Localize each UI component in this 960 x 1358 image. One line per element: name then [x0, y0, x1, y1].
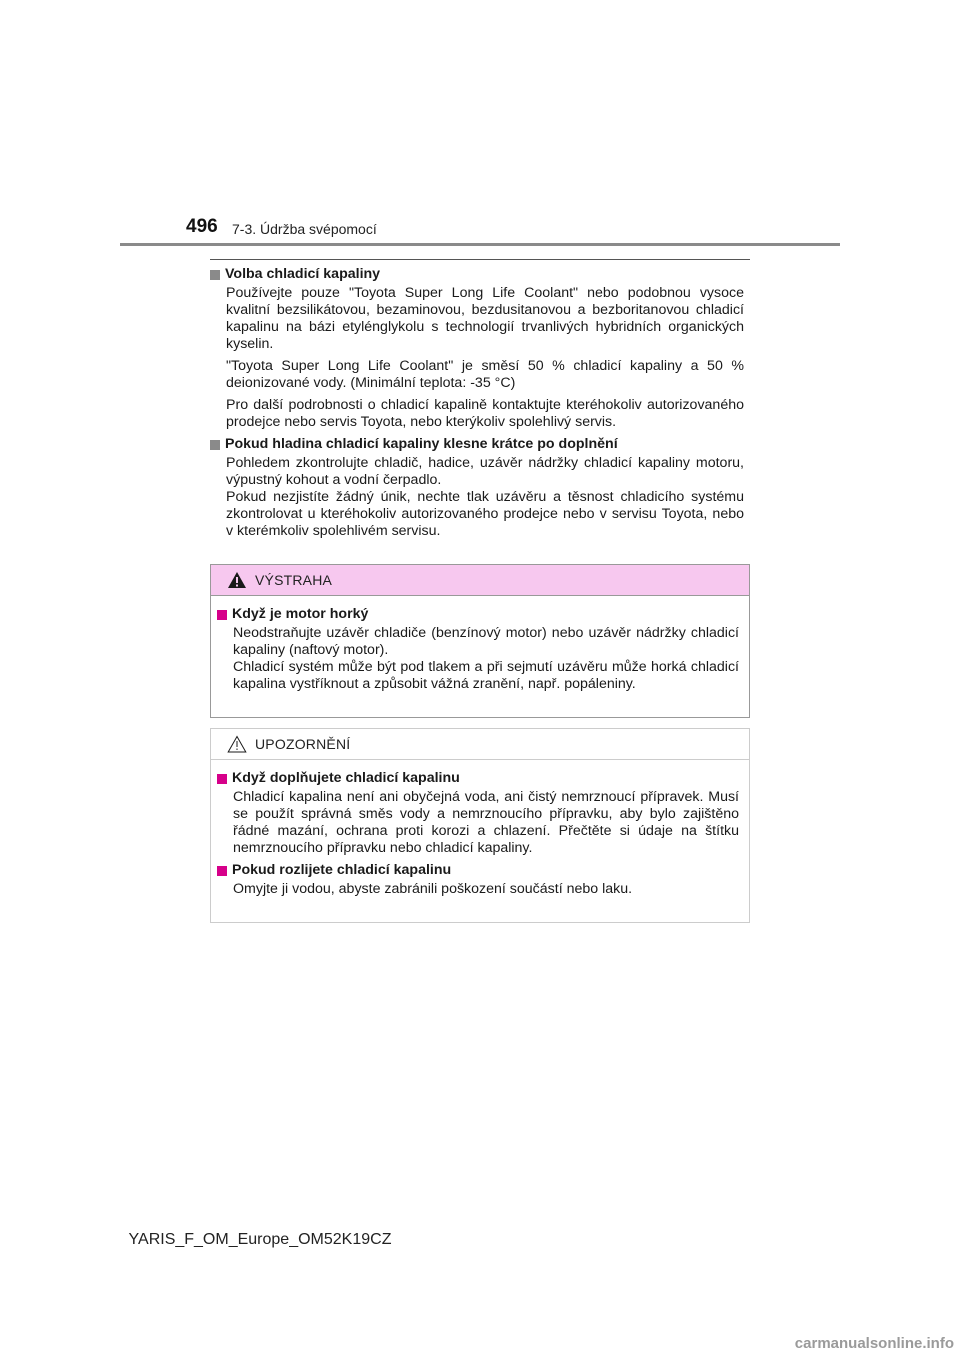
paragraph: Pohledem zkontrolujte chladič, hadice, uzávěr nádržky chladicí kapaliny motoru, výpustný kohout a vodní čerpadlo.	[226, 455, 744, 488]
footer	[0, 1231, 960, 1249]
header-rule	[120, 243, 840, 246]
notice-body	[211, 760, 749, 898]
paragraph: Omyjte ji vodou, abyste zabránili poškození součástí nebo laku.	[233, 881, 633, 897]
notice-header	[211, 729, 749, 760]
section-title: 7-3. Údržba svépomocí	[232, 221, 377, 237]
warning-label: VÝSTRAHA	[255, 571, 333, 588]
heading-text: Pokud hladina chladicí kapaliny klesne krátce po doplnění	[225, 436, 618, 452]
warning-box	[210, 564, 750, 718]
square-bullet-icon	[217, 866, 227, 876]
square-bullet-icon	[210, 440, 220, 450]
section-coolant-choice	[210, 266, 750, 431]
page-number: 496	[186, 216, 218, 237]
caution-triangle-icon	[227, 735, 247, 753]
heading-text: Volba chladicí kapaliny	[225, 266, 381, 282]
content-rule	[210, 259, 750, 260]
paragraph: Pokud nezjistíte žádný únik, nechte tlak uzávěru a těsnost chladicího systému zkontrolovat u kteréhokoliv autorizovaného prodejce nebo v servisu Toyota, nebo v kterémkoliv spolehlivém servisu.	[226, 489, 744, 539]
paragraph: Používejte pouze "Toyota Super Long Life Coolant" nebo podobnou vysoce kvalitní bezsilikátovou, bezaminovou, bezdusitanovou a bezboritanovou chladicí kapalinu na bázi etylénglykolu s technologií trvanlivých hybridních organických kyselin.	[226, 285, 744, 352]
square-bullet-icon	[217, 774, 227, 784]
main-content	[210, 266, 750, 545]
square-bullet-icon	[210, 270, 220, 280]
warning-triangle-icon	[227, 571, 247, 589]
square-bullet-icon	[217, 610, 227, 620]
paragraph: Chladicí systém může být pod tlakem a při sejmutí uzávěru může horká chladicí kapalina vystříknout a způsobit vážná zranění, např. popáleniny.	[233, 659, 739, 692]
warning-body	[211, 596, 749, 693]
paragraph: Chladicí kapalina není ani obyčejná voda, ani čistý nemrznoucí přípravek. Musí se použít správná směs vody a nemrznoucího přípravku, aby bylo zajištěno řádné mazání, ochrana proti korozi a chlazení. Přečtěte si údaje na štítku nemrznoucího přípravku nebo chladicí kapaliny.	[233, 789, 739, 856]
notice-item-heading	[217, 862, 743, 879]
heading-text: Když je motor horký	[232, 606, 369, 622]
heading-text: Když doplňujete chladicí kapalinu	[232, 770, 460, 786]
section-coolant-level-drop	[210, 436, 750, 540]
paragraph: Pro další podrobnosti o chladicí kapalině kontaktujte kteréhokoliv autorizovaného prodejce nebo servis Toyota, nebo kterýkoliv spolehlivý servis.	[226, 397, 744, 430]
section-heading	[210, 436, 750, 453]
warning-item-heading	[217, 606, 743, 623]
doc-code: YARIS_F_OM_Europe_OM52K19CZ	[128, 1231, 392, 1248]
watermark: carmanualsonline.info	[794, 1335, 954, 1352]
paragraph: Neodstraňujte uzávěr chladiče (benzínový motor) nebo uzávěr nádržky chladicí kapaliny (naftový motor).	[233, 625, 739, 658]
notice-label: UPOZORNĚNÍ	[255, 735, 351, 752]
notice-item-heading	[217, 770, 743, 787]
section-heading	[210, 266, 750, 283]
paragraph: "Toyota Super Long Life Coolant" je směsí 50 % chladicí kapaliny a 50 % deionizované vody. (Minimální teplota: -35 °C)	[226, 358, 744, 391]
warning-header	[211, 565, 749, 596]
notice-box	[210, 728, 750, 923]
heading-text: Pokud rozlijete chladicí kapalinu	[232, 862, 452, 878]
